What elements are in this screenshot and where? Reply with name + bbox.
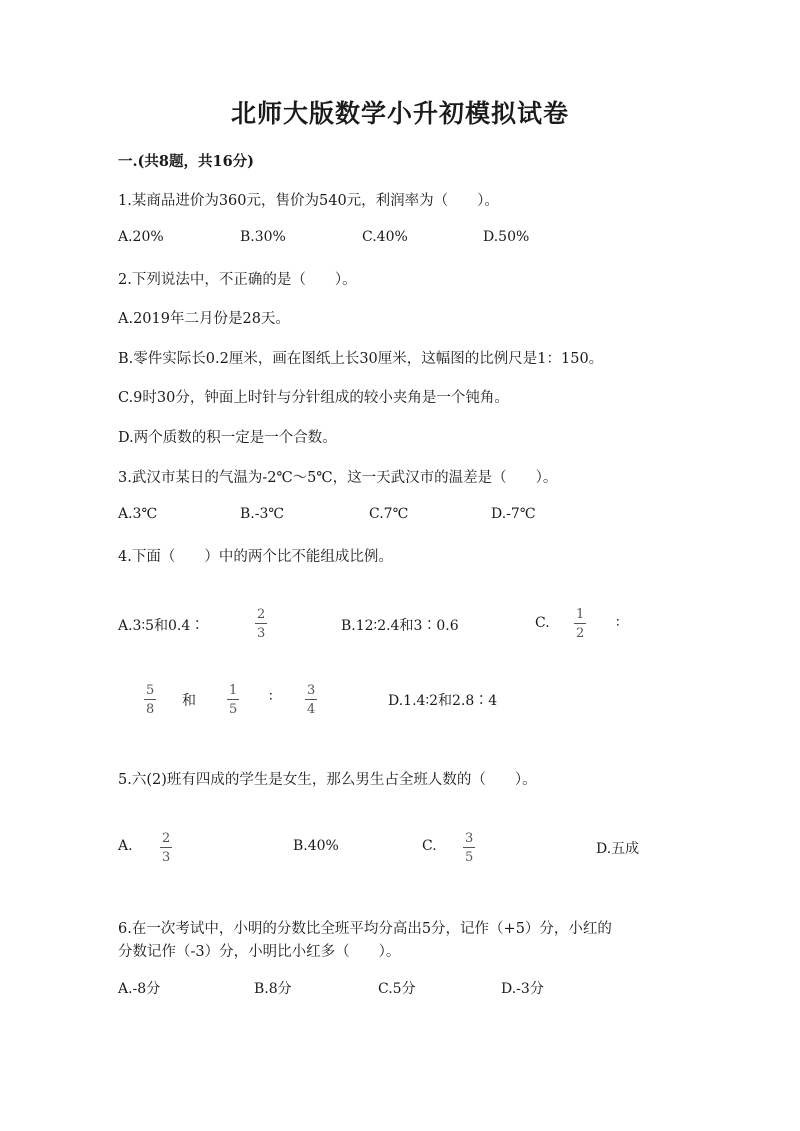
- question-5-option-b: B.40%: [293, 838, 339, 854]
- question-4-option-c-label: C.: [535, 615, 550, 631]
- fraction-numerator: 3: [307, 683, 316, 698]
- question-5-option-a-fraction: [160, 832, 172, 864]
- question-2-option-d: D.两个质数的积一定是一个合数。: [118, 430, 337, 446]
- question-4-option-c-fraction-3: [227, 684, 239, 716]
- question-4-option-c-and: 和: [182, 693, 196, 709]
- question-6-option-a: A.-8分: [118, 981, 161, 997]
- page-title: 北师大版数学小升初模拟试卷: [230, 99, 569, 128]
- question-4-option-c-colon-1: ∶: [616, 615, 620, 631]
- question-4-option-a: A.3∶5和0.4∶: [118, 618, 205, 634]
- question-6-option-b: B.8分: [254, 981, 292, 997]
- fraction-denominator: 8: [146, 702, 155, 717]
- question-2-option-b: B.零件实际长0.2厘米，画在图纸上长30厘米，这幅图的比例尺是1：150。: [118, 351, 604, 367]
- fraction-numerator: 2: [257, 607, 266, 622]
- fraction-denominator: 3: [257, 626, 266, 641]
- question-1-option-b: B.30%: [240, 229, 286, 245]
- question-4-option-c-fraction-1: [574, 608, 586, 640]
- question-1-option-c: C.40%: [362, 229, 408, 245]
- fraction-numerator: 3: [465, 831, 474, 846]
- fraction-denominator: 5: [229, 702, 238, 717]
- question-1-option-d: D.50%: [483, 229, 530, 245]
- question-4-option-b: B.12∶2.4和3∶0.6: [341, 618, 459, 634]
- question-6-option-d: D.-3分: [501, 981, 544, 997]
- question-4-option-c-colon-2: ∶: [269, 689, 273, 705]
- question-2-text: 2.下列说法中，不正确的是（ ）。: [118, 272, 357, 288]
- question-3-text: 3.武汉市某日的气温为-2℃～5℃，这一天武汉市的温差是（ ）。: [118, 470, 558, 486]
- fraction-numerator: 2: [162, 831, 171, 846]
- question-1-option-a: A.20%: [118, 229, 164, 245]
- question-5-option-c-label: C.: [422, 838, 437, 854]
- question-5-option-d: D.五成: [596, 841, 640, 857]
- question-5-option-c-fraction: [463, 832, 475, 864]
- fraction-denominator: 4: [307, 702, 316, 717]
- question-4-option-c-fraction-4: [305, 684, 317, 716]
- question-6-text-line-2: 分数记作（-3）分，小明比小红多（ ）。: [118, 944, 401, 960]
- question-2-option-c: C.9时30分，钟面上时针与分针组成的较小夹角是一个钝角。: [118, 390, 509, 406]
- question-6-text-line-1: 6.在一次考试中，小明的分数比全班平均分高出5分，记作（+5）分，小红的: [118, 921, 612, 937]
- question-3-option-d: D.-7℃: [491, 506, 536, 522]
- question-4-text: 4.下面（ ）中的两个比不能组成比例。: [118, 549, 393, 565]
- question-6-option-c: C.5分: [378, 981, 416, 997]
- fraction-numerator: 1: [229, 683, 238, 698]
- fraction-denominator: 5: [465, 850, 474, 865]
- question-3-option-c: C.7℃: [369, 506, 409, 522]
- question-5-text: 5.六(2)班有四成的学生是女生，那么男生占全班人数的（ ）。: [118, 772, 537, 788]
- question-3-option-b: B.-3℃: [240, 506, 285, 522]
- section-heading: 一.(共8题，共16分): [118, 153, 255, 170]
- question-1-text: 1.某商品进价为360元，售价为540元，利润率为（ ）。: [118, 193, 499, 209]
- question-3-option-a: A.3℃: [118, 506, 158, 522]
- question-2-option-a: A.2019年二月份是28天。: [118, 311, 290, 327]
- question-5-option-a-label: A.: [118, 838, 133, 854]
- question-4-option-a-fraction: [255, 608, 267, 640]
- fraction-numerator: 1: [576, 607, 585, 622]
- fraction-numerator: 5: [146, 683, 155, 698]
- question-4-option-d: D.1.4∶2和2.8∶4: [388, 693, 498, 709]
- fraction-denominator: 2: [576, 626, 585, 641]
- question-4-option-c-fraction-2: [144, 684, 156, 716]
- fraction-denominator: 3: [162, 850, 171, 865]
